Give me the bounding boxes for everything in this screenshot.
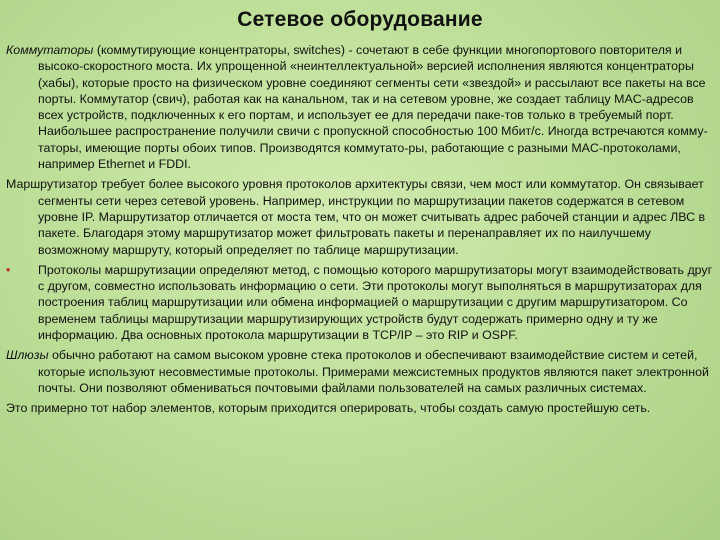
paragraph-router-text: Маршрутизатор требует более высокого уровня протоколов архитектуры связи, чем мост или коммутатор. Он связывает сегменты сети через сетевой уровень. Например, инструкции по маршрутизации пакетов содержатся в сетевом уровне IP. Маршрутизатор отличается от моста тем, что он может считывать адрес рабочей станции и адрес ЛВС в пакете. Благодаря этому маршрутизатор может фильтровать пакеты и перенаправляет их по наилучшему возможному маршруту, который определяет по таблице маршрутизации. xyxy=(6,177,706,257)
paragraph-switches-text: (коммутирующие концентраторы, switches) - сочетают в себе функции многопортового повторителя и высоко-скоростного моста. Их упрощенной «неинтеллектуальной» версией исполнения являются концентраторы (хабы), которые просто на физическом уровне соединяют сегменты сети «звездой» и рассылают все пакеты на все порты. Коммутатор (свич), работая как на канальном, так и на сетевом уровне, же создает таблицу MAC-адресов всех устройств, подключенных к его портам, и использует ее для передачи паке-тов только в требуемый порт. Наибольшее распространение получили свичи с пропускной способностью 100 Мбит/с. Иногда встречаются комму-таторы, имеющие порты обоих типов. Производятся коммутато-ры, работающие с разными MAC-протоколами, например Ethernet и FDDI. xyxy=(38,43,708,172)
term-gateways: Шлюзы xyxy=(6,348,49,363)
paragraph-routing-protocols xyxy=(6,262,718,343)
slide-title: Сетевое оборудование xyxy=(237,8,483,31)
paragraph-conclusion xyxy=(6,400,718,416)
paragraph-gateways xyxy=(6,347,718,396)
paragraph-routing-protocols-text: Протоколы маршрутизации определяют метод, с помощью которого маршрутизаторы могут взаимодействовать друг с другом, совместно использовать информацию о сети. Эти протоколы могут выполняться в маршрутизаторах для построения таблиц маршрутизации или обмена информацией о маршрутизации с другим маршрутизатором. Со временем таблицы маршрутизации маршрутизирующих устройств будут содержать примерно одну и ту же информацию. Два основных протокола маршрутизации в TCP/IP – это RIP и OSPF. xyxy=(38,262,713,343)
paragraph-switches xyxy=(6,42,718,172)
paragraph-router xyxy=(6,176,718,257)
paragraph-gateways-text: обычно работают на самом высоком уровне стека протоколов и обеспечивают взаимодействие систем и сетей, которые используют несовместимые протоколы. Примерами межсистемных продуктов являются пакет электронной почты. Они позволяют обмениваться почтовыми файлами пользователей на самых различных системах. xyxy=(38,348,709,395)
paragraph-conclusion-text: Это примерно тот набор элементов, которым приходится оперировать, чтобы создать самую простейшую сеть. xyxy=(6,401,651,416)
bullet-icon: • xyxy=(6,262,11,277)
slide-body xyxy=(6,42,718,421)
term-switches: Коммутаторы xyxy=(6,43,94,57)
